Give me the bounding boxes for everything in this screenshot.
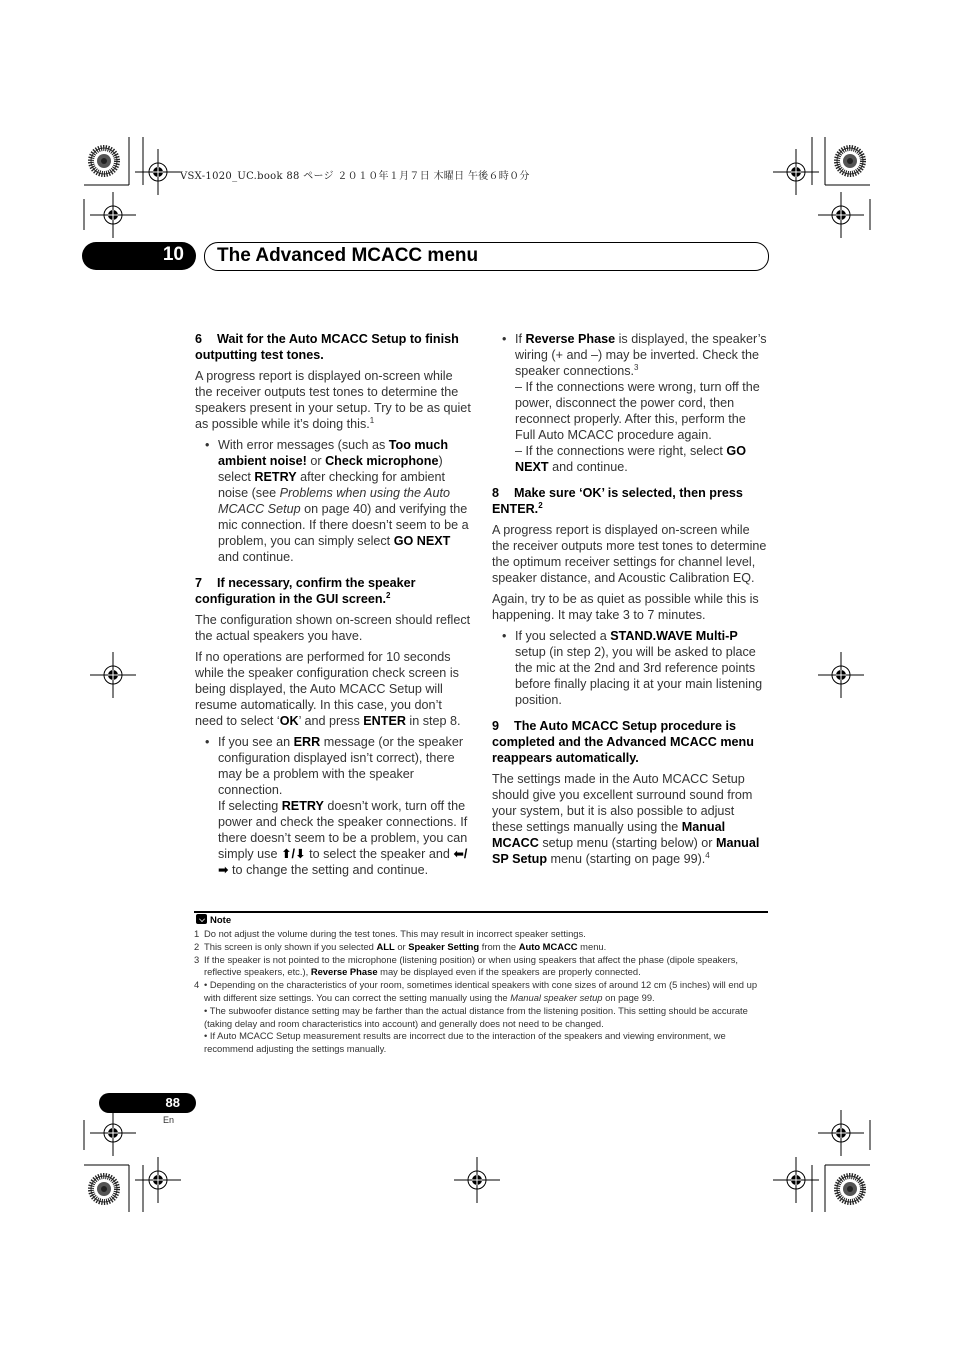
step-8-heading: 8 Make sure ‘OK’ is selected, then press ENTER.$^2$ [492, 486, 743, 516]
footnote-1: 1 Do not adjust the volume during the test tones. This may result in incorrect speaker settings. [194, 928, 586, 939]
footnotes [194, 928, 774, 1056]
chapter-title: The Advanced MCACC menu [217, 245, 479, 266]
right-column [492, 331, 768, 872]
left-right-arrow-icon: ⬅/➡ [218, 847, 468, 877]
step-7-body-1: The configuration shown on-screen should reflect the actual speakers you have. [195, 613, 471, 643]
step-6-bullets [195, 437, 473, 565]
page-number-tab [99, 1093, 196, 1113]
up-down-arrow-icon: ⬆/⬇ [281, 847, 306, 861]
notes-heading: Note [196, 914, 231, 926]
list-item: • If you selected a STAND.WAVE Multi-P setup (in step 2), you will be asked to place the mic at the 2nd and 3rd reference points before finally placing it at your main listening position. [515, 628, 768, 708]
step-7-body-2: If no operations are performed for 10 seconds while the speaker configuration check screen is being displayed, the Auto MCACC Setup will resume automatically. In this case, you don’t need to select ‘OK’ and press ENTER in step 8. [195, 650, 461, 728]
step-6-heading: 6 Wait for the Auto MCACC Setup to finish outputting test tones. [195, 332, 459, 362]
notes-divider [194, 911, 768, 913]
step-7-heading: 7 If necessary, confirm the speaker configuration in the GUI screen.$^2$ [195, 576, 416, 606]
list-item: • If you see an ERR message (or the speaker configuration displayed isn’t correct), there may be a problem with the speaker connection. If selecting RETRY doesn’t work, turn off the power and check the speaker connections. If there doesn’t seem to be a problem, you can simply use ⬆/⬇ to select the speaker and ⬅/➡ to change the setting and continue. [218, 734, 473, 878]
print-file-info: VSX-1020_UC.book 88 ページ ２０１０年１月７日 木曜日 午後６時０分 [180, 171, 530, 182]
note-icon [196, 914, 207, 924]
step-8-bullets [492, 628, 768, 708]
reverse-phase-bullets [492, 331, 768, 475]
language-code: En [163, 1115, 175, 1125]
step-9-heading: 9 The Auto MCACC Setup procedure is completed and the Advanced MCACC menu reappears automatically. [492, 719, 754, 765]
chapter-title-bar [204, 242, 769, 271]
list-item: • If Reverse Phase is displayed, the speaker’s wiring (+ and –) may be inverted. Check the speaker connections.$^3$ – If the connections were wrong, turn off the power, disconnect the power cord, then reconnect properly. After this, perform the Full Auto MCACC procedure again. – If the connections were right, select GO NEXT and continue. [515, 331, 768, 475]
chapter-number: 10 [162, 244, 184, 265]
step-6-body: A progress report is displayed on-screen while the receiver outputs test tones to determine the speakers present in your setup. Try to be as quiet as possible while it’s doing this.$^1$ [195, 369, 471, 431]
footnote-3: 3 If the speaker is not pointed to the microphone (listening position) or when using speakers that affect the phase (dipole speakers, reflective speakers, etc.), Reverse Phase may be displayed even if the speakers are properly connected. [194, 953, 738, 978]
step-9-body: The settings made in the Auto MCACC Setup should give you excellent surround sound from your system, but it is also possible to adjust these settings manually using the Manual MCACC setup menu (starting below) or Manual SP Setup menu (starting on page 99).$^4$ [492, 772, 760, 866]
page-number: 88 [165, 1095, 180, 1110]
step-8-body-2: Again, try to be as quiet as possible while this is happening. It may take 3 to 7 minutes. [492, 592, 759, 622]
footnote-4: 4 • Depending on the characteristics of your room, sometimes identical speakers with cone sizes of around 12 cm (5 inches) will end up with different size settings. You can correct the setting manually using the Manual speaker setup on page 99. • The subwoofer distance setting may be farther than the actual distance from the listening position. This setting should be accurate (taking delay and room characteristics into account) and generally does not need to be changed. • If Auto MCACC Setup measurement results are incorrect due to the interaction of the speakers and viewing environment, we recommend adjusting the settings manually. [194, 979, 758, 1055]
footnote-2: 2 This screen is only shown if you selected ALL or Speaker Setting from the Auto MCACC menu. [194, 940, 607, 952]
left-column [195, 331, 473, 886]
step-7-bullets [195, 734, 473, 878]
list-item: • With error messages (such as Too much ambient noise! or Check microphone) select RETRY after checking for ambient noise (see Problems when using the Auto MCACC Setup on page 40) and verifying the mic connection. If there doesn’t seem to be a problem, you can simply select GO NEXT and continue. [218, 437, 473, 565]
step-8-body-1: A progress report is displayed on-screen while the receiver outputs more test tones to determine the optimum receiver settings for channel level, speaker distance, and Acoustic Calibration EQ. [492, 523, 767, 585]
chapter-number-tab [82, 242, 196, 270]
